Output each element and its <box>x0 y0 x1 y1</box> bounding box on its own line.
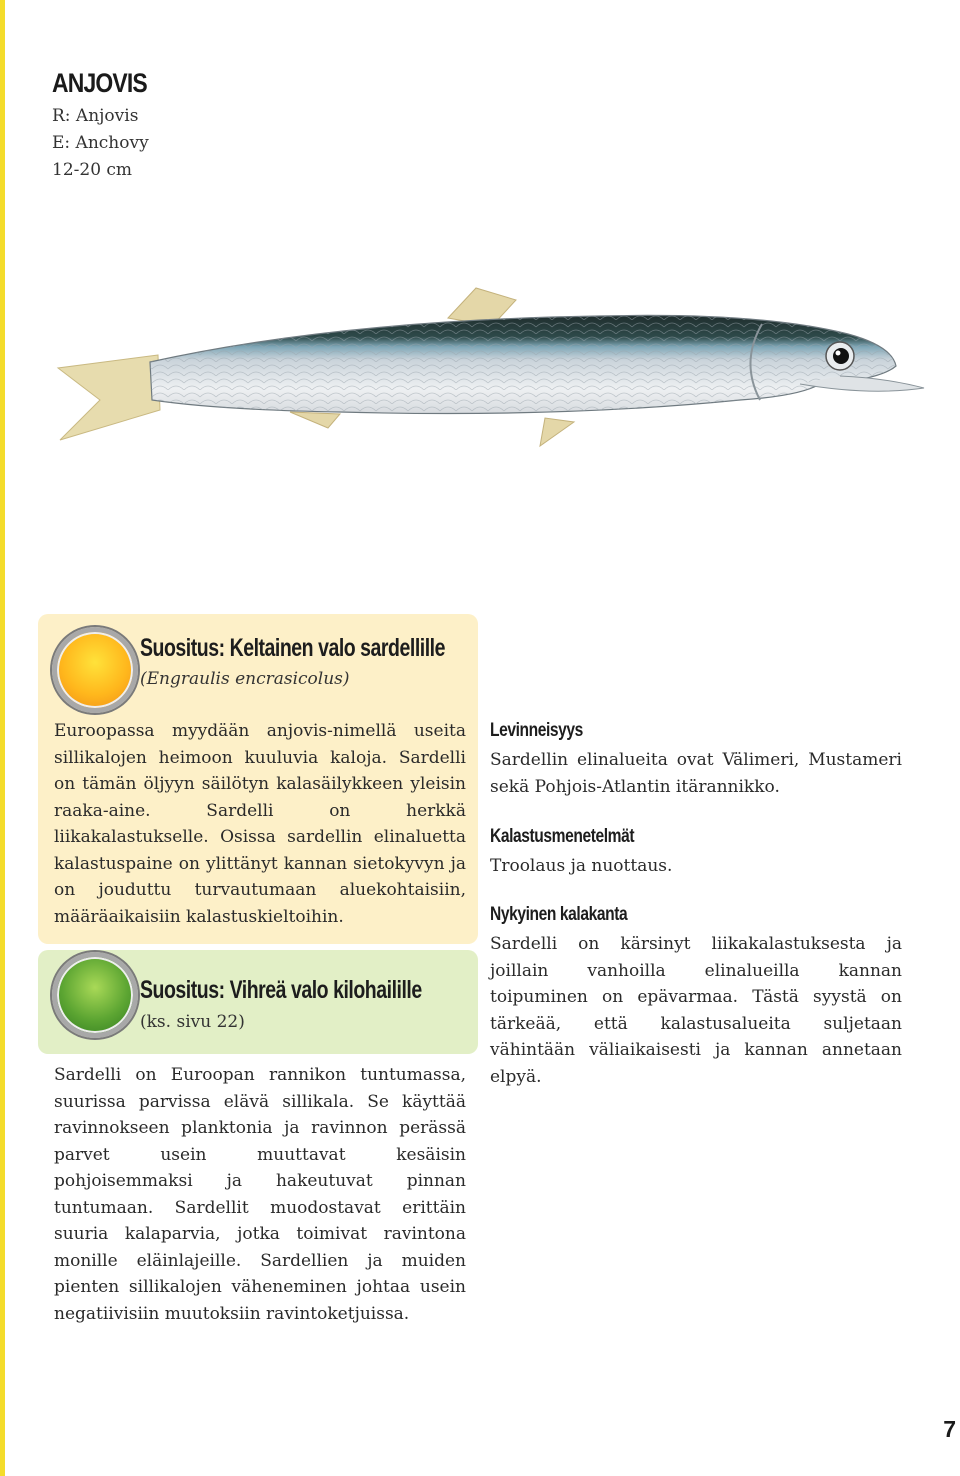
size-range: 12-20 cm <box>52 160 133 180</box>
stock-heading: Nykyinen kalakanta <box>490 904 628 925</box>
yellow-recommendation-text: Euroopassa myydään anjovis-nimellä useita sillikalojen heimoon kuuluvia kaloja. Sardelli on tämän öljyyn säilötyn kalasäilykkeen yleisin raaka-aine. Sardelli on herkkä liikakalastukselle. Osissa sardellin elinaluetta kalastuspaine on ylittänyt kannan sietokyvyn ja on jouduttu turvautumaan aluekohtaisiin, määräaikaisiin kalastuskieltoihin. <box>54 721 466 927</box>
page-edge-stripe <box>0 0 5 1476</box>
green-light-icon <box>52 952 138 1038</box>
page-number: 7 <box>943 1416 956 1442</box>
latin-name: (Engraulis encrasicolus) <box>140 669 350 689</box>
swedish-name: R: Anjovis <box>52 106 139 126</box>
yellow-light-icon <box>52 627 138 713</box>
species-title: ANJOVIS <box>52 68 147 98</box>
english-name: E: Anchovy <box>52 133 149 153</box>
distribution-heading: Levinneisyys <box>490 720 583 741</box>
methods-text: Troolaus ja nuottaus. <box>490 856 673 876</box>
methods-heading: Kalastusmenetelmät <box>490 826 635 847</box>
stock-text: Sardelli on kärsinyt liikakalastuksesta ja joillain vanhoilla elinalueilla kannan toipuminen on epävarmaa. Tästä syystä on tärkeää, että kalastusalueita suljetaan vähintään väliaikaisesti ja kannan annetaan elpyä. <box>490 934 902 1087</box>
distribution-text: Sardellin elinalueita ovat Välimeri, Mustameri sekä Pohjois-Atlantin itärannikko. <box>490 750 902 797</box>
anchovy-illustration <box>40 250 930 470</box>
yellow-recommendation-title: Suositus: Keltainen valo sardellille <box>140 634 446 662</box>
page-reference: (ks. sivu 22) <box>140 1012 245 1032</box>
main-text: Sardelli on Euroopan rannikon tuntumassa, suurissa parvissa elävä sillikala. Se käyttää ravinnokseen planktonia ja ravinnon perässä parvet usein muuttavat kesäisin pohjoisemmaksi ja hakeutuvat pinnan tuntumaan. Sardellit muodostavat erittäin suuria kalaparvia, jotka toimivat ravintona monille eläinlajeille. Sardellien ja muiden pienten sillikalojen väheneminen johtaa usein negatiivisiin muutoksiin ravintoketjuissa. <box>54 1065 466 1324</box>
green-recommendation-title: Suositus: Vihreä valo kilohailille <box>140 976 422 1004</box>
